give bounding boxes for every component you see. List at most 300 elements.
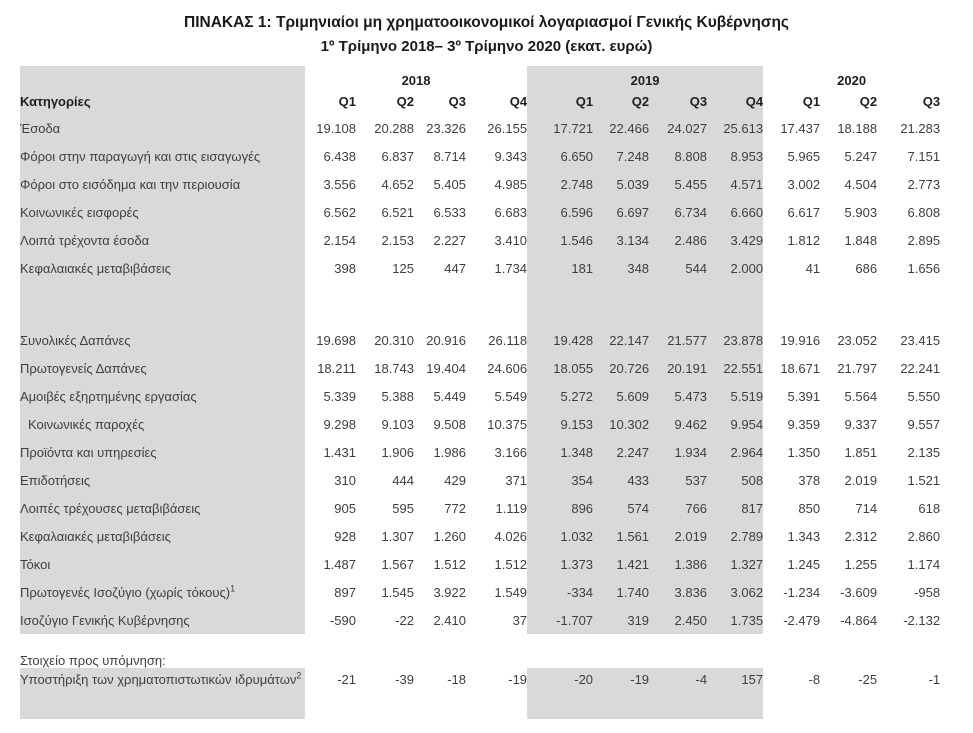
- row-label-text: Κοινωνικές εισφορές: [20, 204, 139, 220]
- value-cell: 4.985: [494, 176, 528, 192]
- value-cell: 1.260: [433, 528, 466, 544]
- value-cell: 3.922: [433, 584, 466, 600]
- value-cell: 310: [334, 472, 356, 488]
- value-cell: 23.878: [707, 326, 763, 354]
- value-cell: 1.307: [381, 528, 414, 544]
- value-cell: 125: [392, 260, 414, 276]
- value-cell: 5.903: [844, 204, 878, 220]
- row-label: [20, 114, 305, 142]
- row-label: [20, 606, 305, 634]
- value-cell: 6.521: [381, 204, 414, 220]
- value-cell: 6.660: [707, 198, 763, 226]
- value-cell: 433: [593, 466, 649, 494]
- row-label-text: Πρωτογενείς Δαπάνες: [20, 360, 147, 376]
- empty-cell: [414, 634, 466, 646]
- empty-cell: [820, 282, 877, 326]
- value-cell: -20: [527, 668, 593, 719]
- value-cell: 1.245: [787, 556, 821, 572]
- quarter-header: Q4: [509, 93, 528, 109]
- value-cell: 5.609: [593, 382, 649, 410]
- value-cell: 1.986: [433, 444, 466, 460]
- footnote-marker: 1: [230, 583, 236, 594]
- value-cell: 1.549: [494, 584, 528, 600]
- value-cell: -1.707: [527, 606, 593, 634]
- value-cell: 354: [527, 466, 593, 494]
- value-cell: 1.512: [494, 556, 528, 572]
- value-cell: 157: [707, 668, 763, 719]
- value-cell: 1.521: [907, 472, 941, 488]
- value-cell: 23.326: [426, 120, 466, 136]
- value-cell: -334: [527, 578, 593, 606]
- value-cell: 19.698: [316, 332, 356, 348]
- value-cell: 10.375: [487, 416, 528, 432]
- value-cell: 21.283: [900, 120, 941, 136]
- value-cell: 6.533: [433, 204, 466, 220]
- value-cell: 6.697: [593, 198, 649, 226]
- gap-row: [20, 634, 940, 646]
- value-cell: 37: [512, 612, 528, 628]
- value-cell: 896: [527, 494, 593, 522]
- value-cell: 5.391: [787, 388, 821, 404]
- value-cell: 8.808: [649, 142, 707, 170]
- empty-cell: [877, 282, 940, 326]
- value-cell: 2.748: [527, 170, 593, 198]
- value-cell: 3.556: [323, 176, 356, 192]
- value-cell: 19.404: [426, 360, 466, 376]
- value-cell: 1.348: [527, 438, 593, 466]
- row-label-text: Έσοδα: [20, 120, 61, 136]
- value-cell: 3.134: [593, 226, 649, 254]
- value-cell: 4.652: [381, 176, 414, 192]
- value-cell: 1.350: [787, 444, 821, 460]
- table-row: [20, 578, 940, 606]
- quarter-header: Q2: [396, 93, 414, 109]
- year-header-2018: 2018: [401, 73, 431, 88]
- value-cell: 371: [505, 472, 528, 488]
- value-cell: 5.519: [707, 382, 763, 410]
- value-cell: 1.545: [381, 584, 414, 600]
- value-cell: 6.596: [527, 198, 593, 226]
- value-cell: 6.837: [381, 148, 414, 164]
- value-cell: 41: [805, 260, 821, 276]
- value-cell: 18.743: [374, 360, 414, 376]
- value-cell: 9.343: [494, 148, 528, 164]
- quarter-header: Q1: [338, 93, 356, 109]
- row-label: [20, 326, 305, 354]
- row-label-text: Επιδοτήσεις: [20, 472, 91, 488]
- value-cell: 4.026: [494, 528, 528, 544]
- row-label: [20, 438, 305, 466]
- value-cell: 5.449: [433, 388, 466, 404]
- value-cell: 1.656: [907, 260, 941, 276]
- value-cell: 18.055: [527, 354, 593, 382]
- value-cell: 5.039: [593, 170, 649, 198]
- value-cell: 1.812: [787, 232, 821, 248]
- empty-cell: [707, 634, 763, 646]
- value-cell: 18.188: [837, 120, 878, 136]
- year-header-spacer: [20, 66, 305, 88]
- table-row: [20, 254, 940, 282]
- row-label-text: Προϊόντα και υπηρεσίες: [20, 444, 157, 460]
- value-cell: 25.613: [707, 114, 763, 142]
- value-cell: 8.714: [433, 148, 466, 164]
- row-label: [20, 550, 305, 578]
- empty-cell: [305, 282, 356, 326]
- value-cell: 3.410: [494, 232, 528, 248]
- value-cell: 9.359: [787, 416, 821, 432]
- value-cell: 1.735: [707, 606, 763, 634]
- row-label: [20, 668, 305, 719]
- value-cell: 19.108: [316, 120, 356, 136]
- empty-cell: [649, 282, 707, 326]
- memo-row: [20, 668, 940, 719]
- value-cell: 9.103: [381, 416, 414, 432]
- table-row: [20, 326, 940, 354]
- row-label: [20, 142, 305, 170]
- value-cell: 2.486: [649, 226, 707, 254]
- value-cell: 18.211: [317, 360, 356, 376]
- value-cell: 10.302: [593, 410, 649, 438]
- value-cell: 21.797: [837, 360, 878, 376]
- table-row: [20, 142, 940, 170]
- value-cell: 17.721: [527, 114, 593, 142]
- value-cell: 22.551: [707, 354, 763, 382]
- year-header-row: [20, 66, 940, 88]
- value-cell: 2.450: [649, 606, 707, 634]
- value-cell: 319: [593, 606, 649, 634]
- empty-cell: [356, 634, 414, 646]
- empty-cell: [877, 634, 940, 646]
- value-cell: 1.386: [649, 550, 707, 578]
- quarter-header: Q2: [859, 93, 878, 109]
- empty-cell: [466, 634, 527, 646]
- quarter-header: Q3: [448, 93, 466, 109]
- empty-cell: [527, 282, 593, 326]
- empty-cell: [20, 282, 305, 326]
- value-cell: 1.327: [707, 550, 763, 578]
- table-row: [20, 438, 940, 466]
- value-cell: 618: [918, 500, 941, 516]
- row-label: [20, 578, 305, 606]
- value-cell: 17.437: [780, 120, 821, 136]
- value-cell: -4: [649, 668, 707, 719]
- value-cell: 20.726: [593, 354, 649, 382]
- row-label: [20, 466, 305, 494]
- quarter-header: Q1: [527, 88, 593, 114]
- value-cell: 508: [707, 466, 763, 494]
- value-cell: -1.234: [783, 584, 821, 600]
- value-cell: -21: [337, 672, 356, 687]
- quarter-header: Q2: [593, 88, 649, 114]
- value-cell: 26.155: [487, 120, 528, 136]
- table-row: [20, 114, 940, 142]
- value-cell: 24.606: [487, 360, 528, 376]
- value-cell: 2.019: [649, 522, 707, 550]
- value-cell: 897: [334, 584, 356, 600]
- value-cell: 5.405: [433, 176, 466, 192]
- value-cell: 5.388: [381, 388, 414, 404]
- table-row: [20, 354, 940, 382]
- value-cell: 444: [392, 472, 414, 488]
- value-cell: 1.906: [381, 444, 414, 460]
- value-cell: 2.312: [844, 528, 878, 544]
- year-header-2019: 2019: [527, 66, 763, 88]
- table-row: [20, 606, 940, 634]
- value-cell: 3.429: [707, 226, 763, 254]
- value-cell: 5.564: [844, 388, 878, 404]
- row-label: [20, 494, 305, 522]
- value-cell: 1.119: [495, 500, 528, 516]
- value-cell: 2.227: [433, 232, 466, 248]
- year-header-2020: 2020: [837, 73, 867, 88]
- value-cell: -2.479: [783, 612, 821, 628]
- value-cell: 6.808: [907, 204, 941, 220]
- value-cell: 19.428: [527, 326, 593, 354]
- quarter-header: Q3: [649, 88, 707, 114]
- value-cell: -39: [395, 672, 414, 687]
- value-cell: 1.373: [527, 550, 593, 578]
- table-row: [20, 170, 940, 198]
- value-cell: -958: [914, 584, 941, 600]
- empty-cell: [763, 282, 820, 326]
- value-cell: 1.343: [787, 528, 821, 544]
- empty-cell: [414, 282, 466, 326]
- row-label: [20, 170, 305, 198]
- value-cell: 766: [649, 494, 707, 522]
- value-cell: 9.462: [649, 410, 707, 438]
- value-cell: 1.740: [593, 578, 649, 606]
- value-cell: 2.135: [907, 444, 941, 460]
- row-label-text: Υποστήριξη των χρηματοπιστωτικών ιδρυμάτων: [20, 672, 297, 687]
- value-cell: 4.571: [707, 170, 763, 198]
- value-cell: 595: [392, 500, 414, 516]
- value-cell: 2.000: [707, 254, 763, 282]
- empty-cell: [593, 634, 649, 646]
- table-subtitle: 1º Τρίμηνο 2018– 3º Τρίμηνο 2020 (εκατ. ευρώ): [320, 38, 653, 55]
- value-cell: -3.609: [840, 584, 878, 600]
- value-cell: 181: [527, 254, 593, 282]
- table-row: [20, 410, 940, 438]
- value-cell: 772: [444, 500, 466, 516]
- value-cell: 714: [855, 500, 878, 516]
- row-label-text: Ισοζύγιο Γενικής Κυβέρνησης: [20, 612, 190, 628]
- value-cell: -2.132: [903, 612, 941, 628]
- table-row: [20, 198, 940, 226]
- value-cell: 23.415: [900, 332, 941, 348]
- row-label-text: Λοιπά τρέχοντα έσοδα: [20, 232, 150, 248]
- value-cell: 21.577: [649, 326, 707, 354]
- value-cell: 5.339: [323, 388, 356, 404]
- value-cell: 1.567: [381, 556, 414, 572]
- value-cell: 9.954: [707, 410, 763, 438]
- value-cell: 9.508: [433, 416, 466, 432]
- value-cell: 18.671: [780, 360, 821, 376]
- empty-cell: [763, 634, 820, 646]
- value-cell: 1.851: [844, 444, 878, 460]
- value-cell: 1.734: [494, 260, 528, 276]
- row-label: [20, 382, 305, 410]
- table-row: [20, 494, 940, 522]
- table-row: [20, 226, 940, 254]
- value-cell: -8: [808, 672, 821, 687]
- quarter-header: Q1: [802, 93, 821, 109]
- table-row: [20, 382, 940, 410]
- value-cell: 850: [798, 500, 821, 516]
- value-cell: 1.848: [844, 232, 878, 248]
- categories-header: Κατηγορίες: [20, 88, 305, 114]
- value-cell: 20.288: [374, 120, 414, 136]
- row-label-text: Κεφαλαιακές μεταβιβάσεις: [20, 260, 171, 276]
- footnote-marker: 2: [296, 670, 302, 681]
- value-cell: 1.032: [527, 522, 593, 550]
- row-label: [20, 522, 305, 550]
- empty-cell: [707, 282, 763, 326]
- value-cell: 2.153: [381, 232, 414, 248]
- value-cell: 6.683: [494, 204, 528, 220]
- value-cell: 9.337: [844, 416, 878, 432]
- value-cell: -25: [858, 672, 878, 687]
- value-cell: 2.789: [707, 522, 763, 550]
- value-cell: 3.062: [707, 578, 763, 606]
- value-cell: -1: [928, 672, 941, 687]
- general-government-accounts-table: [20, 66, 940, 719]
- value-cell: 2.247: [593, 438, 649, 466]
- value-cell: 686: [855, 260, 878, 276]
- memo-header-row: [20, 646, 940, 668]
- value-cell: 22.466: [593, 114, 649, 142]
- value-cell: 5.550: [907, 388, 941, 404]
- value-cell: 4.504: [844, 176, 878, 192]
- value-cell: 398: [334, 260, 356, 276]
- value-cell: 6.734: [649, 198, 707, 226]
- empty-cell: [649, 634, 707, 646]
- row-label-text: Συνολικές Δαπάνες: [20, 332, 131, 348]
- value-cell: -590: [329, 612, 356, 628]
- value-cell: 24.027: [649, 114, 707, 142]
- value-cell: 20.916: [426, 332, 466, 348]
- row-label-text: Τόκοι: [20, 556, 51, 572]
- value-cell: 2.773: [907, 176, 941, 192]
- value-cell: -19: [508, 672, 528, 687]
- value-cell: 7.248: [593, 142, 649, 170]
- value-cell: 3.836: [649, 578, 707, 606]
- value-cell: 348: [593, 254, 649, 282]
- value-cell: 2.410: [433, 612, 466, 628]
- value-cell: 447: [444, 260, 466, 276]
- row-label: [20, 410, 305, 438]
- spacer-row: [20, 282, 940, 326]
- value-cell: -4.864: [840, 612, 878, 628]
- value-cell: 1.546: [527, 226, 593, 254]
- value-cell: 9.557: [907, 416, 941, 432]
- empty-cell: [527, 634, 593, 646]
- table-row: [20, 522, 940, 550]
- value-cell: 5.272: [527, 382, 593, 410]
- value-cell: 20.310: [374, 332, 414, 348]
- empty-cell: [305, 634, 356, 646]
- value-cell: 817: [707, 494, 763, 522]
- row-label-text: Αμοιβές εξηρτημένης εργασίας: [20, 388, 197, 404]
- empty-cell: [593, 282, 649, 326]
- empty-cell: [356, 282, 414, 326]
- value-cell: 2.860: [907, 528, 941, 544]
- value-cell: 429: [444, 472, 466, 488]
- value-cell: -22: [395, 612, 414, 628]
- value-cell: 1.174: [907, 556, 941, 572]
- value-cell: -18: [447, 672, 466, 687]
- row-label-text: Φόροι στο εισόδημα και την περιουσία: [20, 176, 241, 192]
- memo-header-label: Στοιχείο προς υπόμνηση:: [20, 653, 166, 668]
- value-cell: 8.953: [707, 142, 763, 170]
- value-cell: 9.153: [527, 410, 593, 438]
- value-cell: 2.895: [907, 232, 941, 248]
- value-cell: 537: [649, 466, 707, 494]
- value-cell: 7.151: [907, 148, 941, 164]
- value-cell: 6.617: [787, 204, 821, 220]
- value-cell: 1.487: [323, 556, 356, 572]
- value-cell: 5.455: [649, 170, 707, 198]
- row-label: [20, 354, 305, 382]
- value-cell: 1.512: [433, 556, 466, 572]
- value-cell: 1.561: [593, 522, 649, 550]
- value-cell: 22.241: [900, 360, 941, 376]
- value-cell: 5.247: [844, 148, 878, 164]
- value-cell: 1.421: [593, 550, 649, 578]
- value-cell: 26.118: [488, 332, 528, 348]
- row-label-text: Φόροι στην παραγωγή και στις εισαγωγές: [20, 148, 261, 164]
- value-cell: 6.438: [323, 148, 356, 164]
- value-cell: 3.166: [494, 444, 528, 460]
- row-label: [20, 198, 305, 226]
- row-label-text: Λοιπές τρέχουσες μεταβιβάσεις: [20, 500, 201, 516]
- empty-cell: [20, 634, 305, 646]
- value-cell: 5.549: [494, 388, 528, 404]
- value-cell: 19.916: [780, 332, 821, 348]
- quarter-header: Q3: [922, 93, 941, 109]
- row-label-text: Πρωτογενές Ισοζύγιο (χωρίς τόκους): [20, 584, 231, 600]
- value-cell: 5.965: [787, 148, 821, 164]
- quarter-header: Q4: [707, 88, 763, 114]
- value-cell: -19: [593, 668, 649, 719]
- value-cell: 9.298: [323, 416, 356, 432]
- value-cell: 5.473: [649, 382, 707, 410]
- table-title: ΠΙΝΑΚΑΣ 1: Τριμηνιαίοι μη χρηματοοικονομικοί λογαριασμοί Γενικής Κυβέρνησης: [184, 14, 789, 31]
- value-cell: 2.154: [323, 232, 356, 248]
- value-cell: 905: [334, 500, 356, 516]
- quarter-header-row: [20, 88, 940, 114]
- table-body: [20, 114, 940, 719]
- value-cell: 6.650: [527, 142, 593, 170]
- value-cell: 928: [334, 528, 356, 544]
- row-label: [20, 254, 305, 282]
- value-cell: 6.562: [323, 204, 356, 220]
- row-label-text: Κοινωνικές παροχές: [28, 416, 145, 432]
- table-row: [20, 550, 940, 578]
- value-cell: 1.431: [323, 444, 356, 460]
- value-cell: 2.964: [707, 438, 763, 466]
- value-cell: 544: [649, 254, 707, 282]
- row-label: [20, 226, 305, 254]
- value-cell: 378: [798, 472, 821, 488]
- value-cell: 22.147: [593, 326, 649, 354]
- value-cell: 574: [593, 494, 649, 522]
- value-cell: 1.934: [649, 438, 707, 466]
- empty-cell: [820, 634, 877, 646]
- table-row: [20, 466, 940, 494]
- value-cell: 1.255: [844, 556, 878, 572]
- empty-cell: [466, 282, 527, 326]
- row-label-text: Κεφαλαιακές μεταβιβάσεις: [20, 528, 171, 544]
